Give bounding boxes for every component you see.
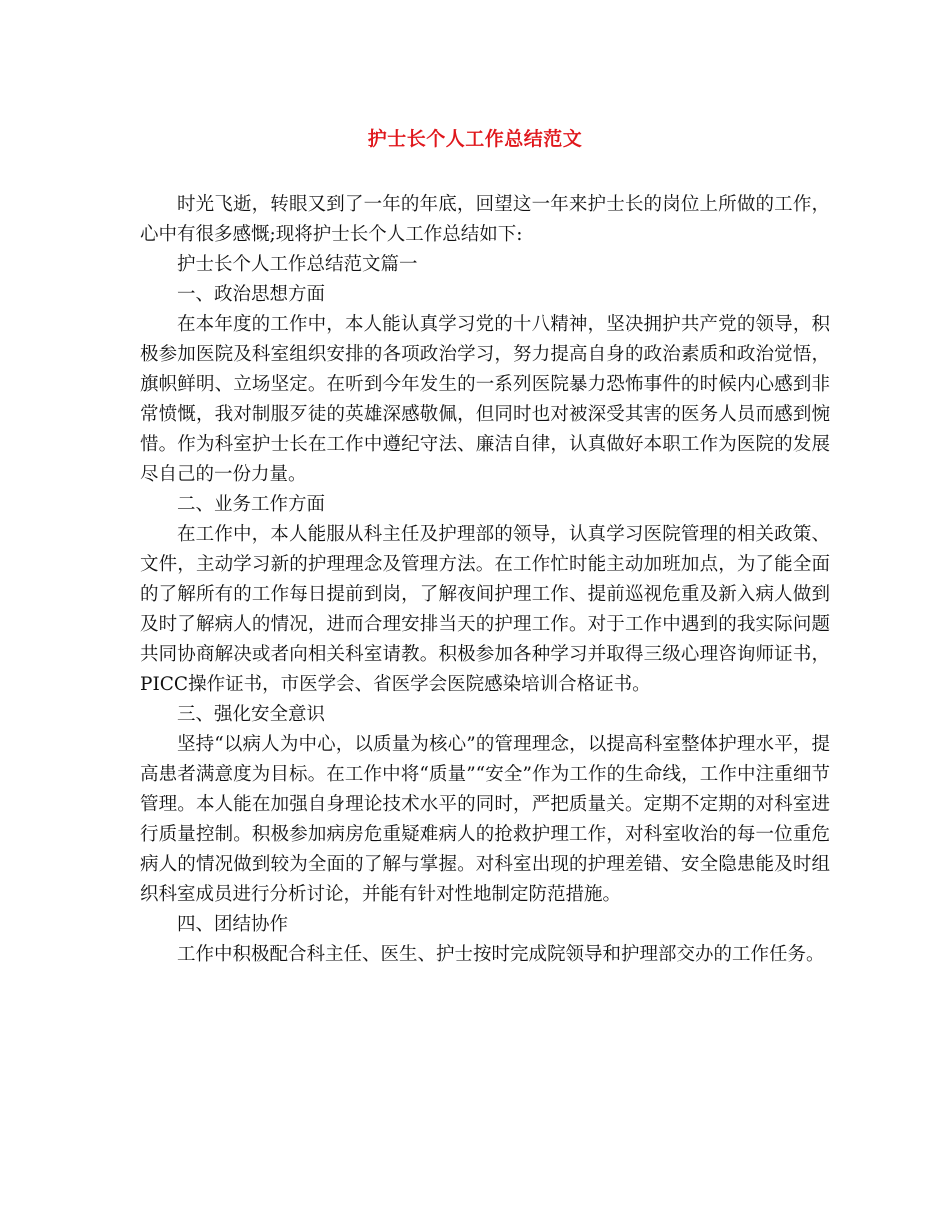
section-paragraph-business: 在工作中，本人能服从科主任及护理部的领导，认真学习医院管理的相关政策、文件，主动学习新的护理理念及管理方法。在工作忙时能主动加班加点，为了能全面的了解所有的工作每日提前到岗，了解夜间护理工作、提前巡视危重及新入病人做到及时了解病人的情况，进而合理安排当天的护理工作。对于工作中遇到的我实际问题共同协商解决或者向相关科室请教。积极参加各种学习并取得三级心理咨询师证书，PICC操作证书，市医学会、省医学会医院感染培训合格证书。: [140, 524, 830, 695]
document-title: 护士长个人工作总结范文: [367, 128, 583, 150]
article-subtitle: 护士长个人工作总结范文篇一: [177, 254, 418, 275]
section-paragraph-teamwork: 工作中积极配合科主任、医生、护士按时完成院领导和护理部交办的工作任务。: [177, 944, 825, 965]
section-paragraph-safety: 坚持“以病人为中心，以质量为核心”的管理理念，以提高科室整体护理水平，提高患者满意度为目标。在工作中将“质量”“安全”作为工作的生命线，工作中注重细节管理。本人能在加强自身理论技术水平的同时，严把质量关。定期不定期的对科室进行质量控制。积极参加病房危重疑难病人的抢救护理工作，对科室收治的每一位重危病人的情况做到较为全面的了解与掌握。对科室出现的护理差错、安全隐患能及时组织科室成员进行分析讨论，并能有针对性地制定防范措施。: [140, 734, 830, 905]
section-heading-safety: 三、强化安全意识: [177, 704, 326, 725]
section-heading-politics: 一、政治思想方面: [177, 284, 326, 305]
document-body: [140, 190, 830, 970]
section-heading-business: 二、业务工作方面: [177, 494, 326, 515]
section-heading-teamwork: 四、团结协作: [177, 914, 289, 935]
section-paragraph-politics: 在本年度的工作中，本人能认真学习党的十八精神，坚决拥护共产党的领导，积极参加医院及科室组织安排的各项政治学习，努力提高自身的政治素质和政治觉悟，旗帜鲜明、立场坚定。在听到今年发生的一系列医院暴力恐怖事件的时候内心感到非常愤慨，我对制服歹徒的英雄深感敬佩，但同时也对被深受其害的医务人员而感到惋惜。作为科室护士长在工作中遵纪守法、廉洁自律，认真做好本职工作为医院的发展尽自己的一份力量。: [140, 314, 830, 485]
intro-paragraph: 时光飞逝，转眼又到了一年的年底，回望这一年来护士长的岗位上所做的工作，心中有很多感慨;现将护士长个人工作总结如下:: [140, 194, 830, 245]
